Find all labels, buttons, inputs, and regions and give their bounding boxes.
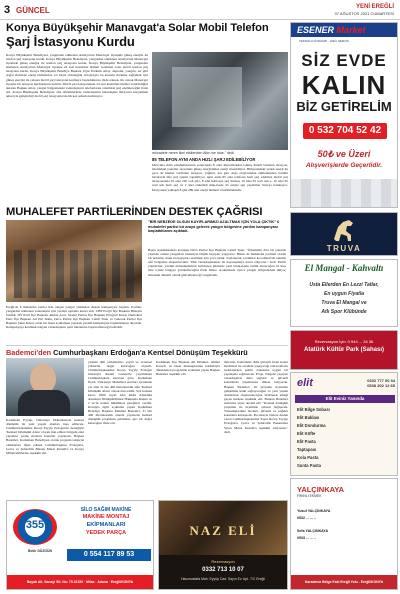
elit-banner: Elit Eviniz Yanında [295,395,395,403]
esener-header-bar [291,23,397,37]
yalcinkaya-contact1-name: Yusuf YALÇINKAYA [297,509,331,513]
yalcinkaya-ad[interactable] [290,478,398,590]
ataturk-line2: Atatürk Kültür Park (Sahası) [303,347,385,353]
esener-line1: SİZ EVDE [301,51,387,70]
article1-subheading: 85 TELEFON AYNI ANDA HIZLI ŞARJ EDİLEBİLİYOR [152,157,256,162]
list-item: Kola Pasta [297,455,319,460]
article3-headline-rest: Cumhurbaşkanı Erdoğan'a Kentsel Dönüşüm Teşekkürü [51,348,248,357]
esener-logo: ESENER Market [297,25,366,35]
nazeli-address: Hacımustafa Mah. Eyyüp Cad. Sayın Ev. Apt. 7/C Ereğli [181,577,265,581]
yalcinkaya-sub: FIRINLI EKMEK [297,494,322,498]
list-item: Elit Baklası [297,415,320,420]
elit-ad[interactable] [290,372,398,476]
elmangal-line1: Usta Ellerden En Lezzi Tatlar, [309,282,379,288]
article3-portrait-photo [6,358,84,416]
article2-body-right: Basın açıklamasında konuşan Deva Partisi İlçe Başkanı Cemil Tutar, "Ülkemizin dört bir yanında yaşanan orman yangınları nedeniyle büyük kayıplar yaşıyoruz. Bizler de muhalefet partileri olarak bir nebzede olsun bu kayıpları azaltmak için yola çıktık. Toplanacak yardımlar koordineli bir şekilde afet bölgesine ulaştırılacaktır. Tüm vatandaşlarımızı bu dayanışmaya davet ediyoruz." dedi. Partili yöneticiler, yardım malzemelerinin belirlenen günlerde parti binalarında teslim alınacağını ve kısa süre içinde bölgeye gönderileceğini ifade ettiler. Açıklamada ayrıca yangın bölgesindeki ihtiyaç listesinin düzenli olarak güncelleneceği vurgulandı. [148,248,286,277]
section-divider [6,345,288,346]
yalcinkaya-address: Karadeniz Bölge Eski Ereğli Yolu - Ereğli/KONYA [291,575,397,589]
esener-phone[interactable]: 0 532 704 52 42 [303,123,387,139]
esener-products-strip [291,179,397,207]
silo-ad-person: Bekir DÜZGÜN [28,549,52,553]
esener-line2: KALIN [301,70,387,100]
silo-ad-line3: EKİPMANLARI [86,522,126,528]
article2-body-left: Ereğli'de 6 muhalefet partisi ilde oluşan yangın yüzünden destek kampanyası başlattı. Partiler, yangından etkilenen vatandaşlar için yardım toplama kararı aldı. CHP Ereğli İlçe Başkanı Hüseyin Öztürk, İYİ Parti İlçe Başkanı Ahmet Acar, Saadet Partisi İlçe Başkanı Ertuğrul Kural, Demokrat Parti İlçe Başkanı Ali Piri Tekin, Deva Partisi İlçe Başkanı Cemil Tutar ve Gelecek Partisi İlçe Başkanı Şakir Kılınç ortak bir basın açıklaması yaparak yardım kampanyası başlattıklarını duyurdu. Kampanyaya katılmak isteyen vatandaşların parti binalarına başvurabileceği belirtildi. [6,305,142,330]
esener-offer-note: Alışverişlerde Geçerlidir. [305,162,383,169]
elmangal-line3: Truva El Mangal ve [321,300,367,306]
elit-phone2: 0538 202 12 65 [367,383,395,388]
horse-logo-icon [329,217,359,243]
yalcinkaya-contact1-phone[interactable]: 0532 ... ... .. [297,516,316,520]
silo-sagim-ad[interactable] [6,500,154,590]
article1-headline-line1: Konya Büyükşehir Manavgat'a Solar Mobil Telefon [6,22,269,34]
article1-body: Konya Büyükşehir Belediyesi, yangından etkilenen Antalya'nın Manavgat ilçesinde güneş enerjisi ile telefon şarj istasyonu kurdu. Konya Büyükşehir Belediyesi, yangından etkilenen Antalya'nın Manavgat ilçesinde güneş enerjisi ile telefon şarj istasyonu kurdu. Konya Büyükşehir Belediyesi, yangından etkilenen Antalya'nın Manavgat ilçesine 24 saat kesintisiz hizmet verebilen solar mobil telefon şarj istasyonu kurdu. Konya Büyükşehir Belediye Başkanı Uğur İbrahim Altay, depremi, yangını, sel gibi doğal afetlerde enerji birimlerine rol biçen olmadığını dolayısıyla bu konuda ilerleme sağlamak için güneş enerjisi ile çalışan mobil şarj istasyonu kurmaya başladıklarını ifade ederek, ilk olarak Manavgat ilçesine bir istasyon kurduklarını belirtti. Mobil şarj istasyonunun 24 saat kesintisiz hizmet verebildiğini aktaran Başkan Altay, yangın bölgesindeki vatandaşların telefonlarını rahatlıkla şarj edebileceğini ifade etti. Konya Büyükşehir Belediyesi, afet dönemlerinde vatandaşların haberleşme ihtiyacını karşılamak amacıyla geliştirdiği mobil şarj istasyonlarını ilk kez sahada kullanıyor. [6,53,148,98]
esener-line3: BİZ GETİRELİM [296,99,392,114]
article3-body-col2: yasinin tüm yetkilerinin, soyad ve evrensel yönlerini değer katacağını söyledi. Cumhurbaşkanımız Recep Tayyip Erdoğan imzasıyla Resmi Gazete'de yayımlanan Cumhurbaşkanı kararına göre, Kadınhanı İlçesi, Ümraniye Mahallesi sınırları içerisinde yer alan 31 bin 400 metrekarelik alan 'Kentsel Dönüşüm Alanı' olarak ilan edildi. Söz konusu karar, 6306 sayılı Afet Riski Altındaki Alanların Dönüştürülmesi Hakkında Kanun ve 2 no'lu kanun hükümleri gereğince verildi. Konuyla ilgili açıklama yapan Kadınhanı Belediye Başkanı Mehmet Bademci, 31 bin 400 metrekarelik alanda yapılacak kentsel dönüşüm projesinin şehrimize ayrı bir değer katacağını ifade etti. [88,360,152,426]
esener-slogan: TEKNOLOJİ PAZARI · HIZLI SERVİS [299,39,349,43]
publication-name: YENİ EREĞLİ [355,4,394,10]
article1-headline-line2: Şarj İstasyonu Kurdu [6,34,135,49]
silo-ad-line2: MAKİNE MONTAJ [82,514,130,520]
esener-market-ad[interactable] [290,22,398,208]
truva-name: TRUVA [326,244,362,253]
list-item: Elit Bilge Sobası [297,407,330,412]
page-header [0,0,400,20]
silo-ad-line1: SİLO SAĞIM MAKİNE [80,507,132,513]
yalcinkaya-contact2-name: Sefa YALÇINKAYA [297,529,329,533]
yalcinkaya-logo: YALÇINKAYA [297,485,345,494]
article2-photo [6,220,142,302]
esener-offer: 50₺ ve Üzeri [317,149,371,159]
article1-headline[interactable] [6,22,284,48]
list-item: Sunta Pasta [297,463,321,468]
article3-headline[interactable] [6,348,288,357]
publication-date: 07 AĞUSTOS 2021 CUMARTESİ [334,11,394,16]
section-label: GÜNCEL [16,6,50,15]
list-item: Elit Köfte [297,431,316,436]
article2-lead: "BİR NEBZEDE OLSUN KAYIPLARIMIZI AZALTMAK İÇİN YOLA ÇIKTIK" 6 muhalefet partisi bir araya gelerek yangın bölgesine yardım kampanyası başlattıklarını açıkladı. [148,220,280,234]
list-item: Elit Dondurma [297,423,326,428]
article2-headline[interactable]: MUHALEFET PARTİLERİNDEN DESTEK ÇAĞRISI [6,206,263,218]
elmangal-title: El Mangal - Kahvaltı [304,263,384,273]
ataturk-line1: Rezervasyon İçin: 0 544 ... 34 36 [314,339,374,344]
list-item: Taptapası [297,447,317,452]
list-item: Elit Pasta [297,439,316,444]
article1-caption: mücadele neren ilimi etkilenden Altın ise idue." dedi. [152,151,235,155]
article3-headline-accent: Bademci'den [6,348,52,357]
elmangal-line4: Atlı Spor Klübünde [321,309,367,315]
article1-photo [152,52,288,150]
nazeli-logo: NAZ ELİ [189,523,257,538]
elit-phone1: 0332 777 00 34 [367,378,395,383]
article3-body-col4: mavrule, haderumiz daha güvenli ferah konut modelleri ile ortamda yaşayacağı tam konforlu tasarlanırken şehrin dokusuna uygun bir yapılaşma sağlanacak. Proje, bölgede yaşayan vatandaşların daha sağlıklı ve güvenli konutlarda yaşamasına imkan tanıyacak. Başkan Bademci, bu projenin ilçemizin gelişimine katkı sağlayacağını ve yeni yaşam alanlarının oluşturulacağını belirterek emeği geçen herkese teşekkür etti. Başkan Bademci sözlerine şöyle devam etti: "Kentsel dönüşüm projemiz ile ilçemizin çehresi değişecek. Vatandaşlarımız modern, güvenli ve sağlıklı konutlara kavuşacak. Bu süreçte bizlere destek veren Cumhurbaşkanımız Sayın Recep Tayyip Erdoğan'a, Çevre ve Şehircilik Bakanımız Sayın Murat Kurum'a teşekkür ediyorum." dedi. [224,360,288,434]
truva-ad[interactable] [290,212,398,256]
nazeli-ad[interactable] [158,500,288,590]
elit-phones[interactable] [347,378,395,388]
article3-body-col1: Kadınhanı Eyyüp, Ümraniye Mahallesinde kentsel dönüşüm ile yeni yaşam alanları inşa edilecek. Cumhurbaşkanımız Recep Tayyip Erdoğan'ın desteğiyle 'Kentsel Dönüşüm Alanı' olarak ilan edilen bölgede eski yapıların yerine modern konutlar yapılacak. Başkan Bademci, Kadınhanı Belediyesi olarak projenin takipçisi olduklarını ifade ederek Cumhurbaşkanı Erdoğan'a, Çevre ve Şehircilik Bakanı Murat Kurum'a ve Konya Milletvekillerine teşekkür etti. [6,418,84,455]
nazeli-sub: Rezervasyon [211,559,235,564]
article3-body-col3: Kadınhanı İlçe Başkanı Ali Dönmez, Ahmet Kararlı, ve basın mensuplarının katılımıyla düzenlenen programda açıklama yapan Başkan Bademci teşekkür etti. [156,360,220,377]
silo-ad-address: Bayatı Alt. Sanayi Sit. No: 75 42150 · Milas · Adana · Ereğli/KONYA [7,575,153,589]
article1-body-continued: Mevcutta ürün planlamalarının sonucunda 8 adet Monoblokkal Güneş Paneli bulunan istasyon, üzerindeki paneller sayesinde güneş enerjisinden enerji üretebiliyor. Bünyesindeki yedek enerji ile gece de hizmet verebilen istasyon, yağmur, kar gibi doğa olaylarından etkilenmeden bulutlu havalarda bile şarj işlemi yapabiliyor. Aynı anda 85 adet telefonu hızlı şarj edebilen mobil şarj istasyonunda 45 adet 220 volt priz, 8 adet kablosuz şarj ünitesi, 10 adet 65 watt usb-c, 10 adet 65 watt usb hızlı şarj ve 2 adet elektrikli mak-inede 45 saniye şarj yapabilen batarya bulunuyor. İstasyonun yaklaşık 8 gün 289 saat enerji hizmeti verebilmektedir. [152,163,288,192]
silo-ad-phone[interactable]: 0 554 117 89 53 [67,549,151,561]
elmangal-ad[interactable] [290,259,398,327]
nazeli-phone[interactable]: 0332 713 10 07 [202,567,244,573]
elit-logo: elit [297,377,313,389]
page-number: 3 [4,4,11,16]
ataturk-kultur-park-ad[interactable] [290,330,398,370]
silo-logo-icon: 355 [13,509,57,545]
elmangal-line2: En uygun Fiyatla [323,291,364,297]
yalcinkaya-contact2-phone[interactable]: 0533 ... ... .. [297,536,316,540]
silo-ad-line4: YEDEK PARÇA [85,530,127,536]
